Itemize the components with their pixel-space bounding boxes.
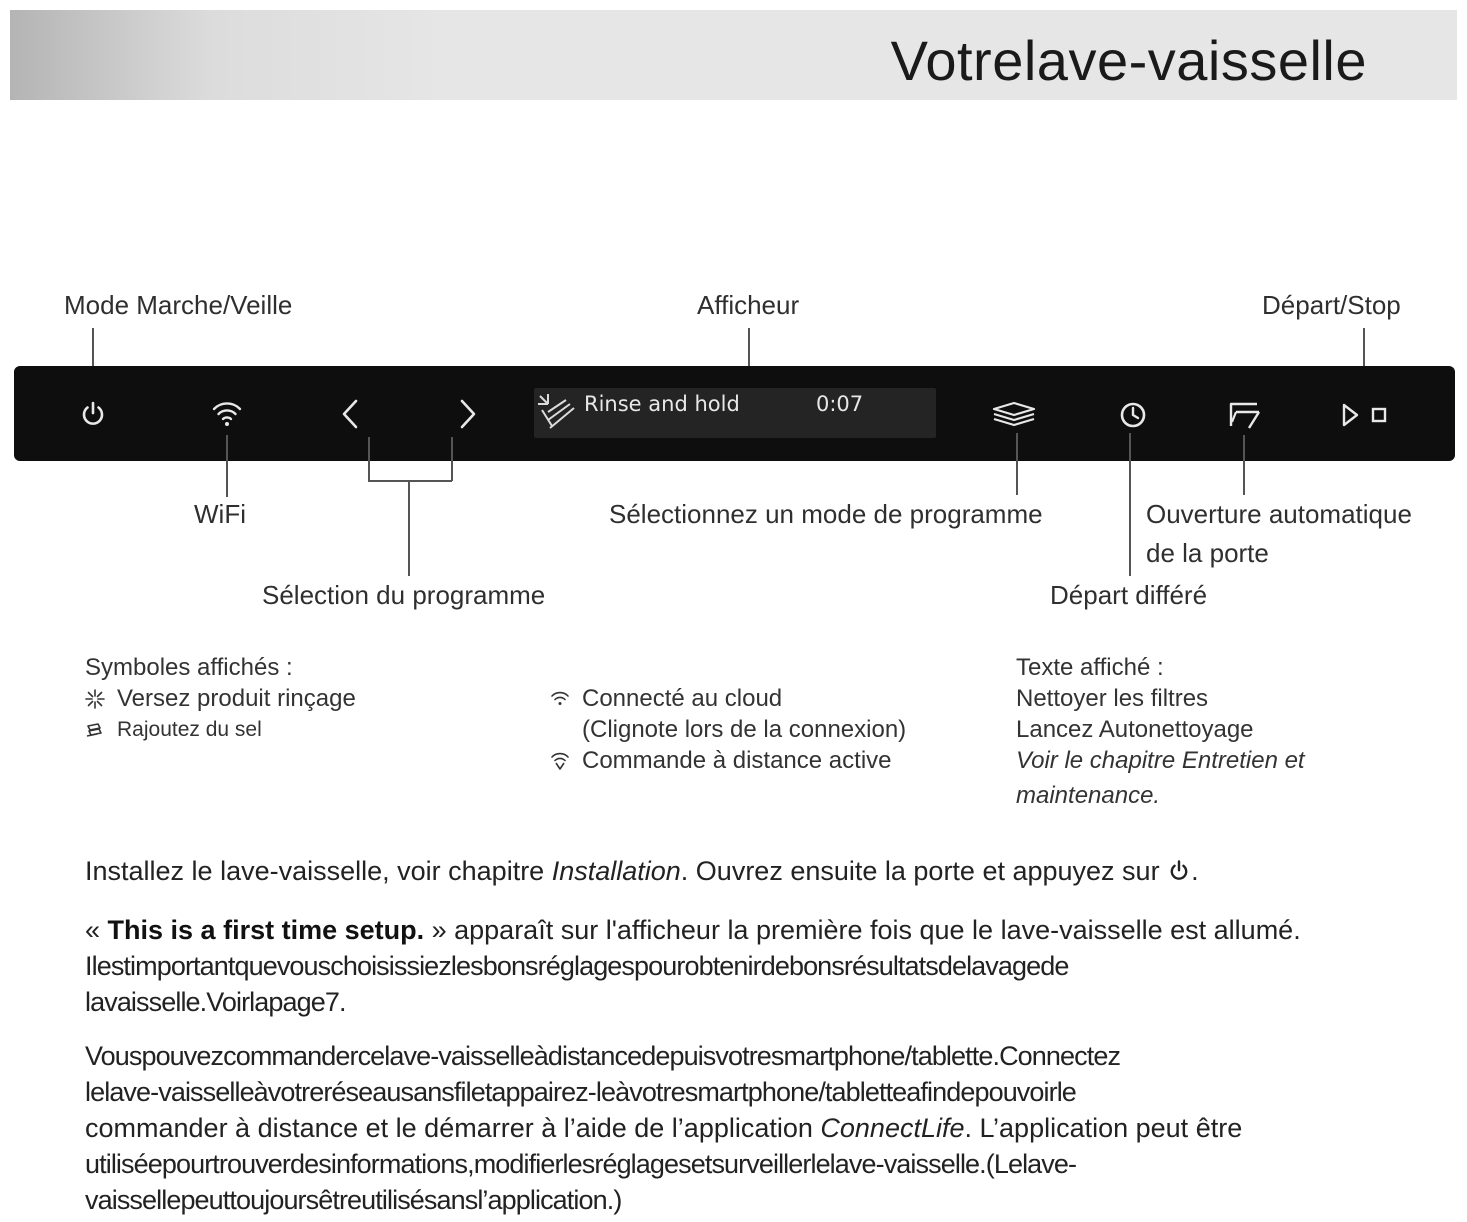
legend-symbols [85,652,356,745]
legend-see-chapter-1: Voir le chapitre Entretien et [1016,747,1305,774]
program-prev-button[interactable] [338,397,362,431]
label-display: Afficheur [697,290,800,320]
legend-rinse-aid: Versez produit rinçage [85,683,356,714]
leader-program-mode [1016,433,1018,495]
inline-power-icon [1167,856,1191,892]
salt-icon [85,720,111,740]
power-button[interactable] [78,399,108,429]
program-next-button[interactable] [456,397,480,431]
power-icon [78,399,108,429]
legend-text [1016,652,1305,811]
leader-delay [1129,433,1131,576]
display-time: 0:07 [816,392,864,416]
paragraph-connectlife: Vouspouvezcommandercelave-vaisselleàdistancedepuisvotresmartphone/tablette.Connectez lelave-vaisselleàvotreréseausansfiletappairez-leàvotresmartphone/tabletteafindepouvoirle commander à distance et le démarrer à l’aide de l’application ConnectLife. L’application peut être utiliséepourtrouverdesinformations,modifierlesréglagesetsurveillerlelave-vaisselle.(Lelave- vaissellepeuttoujoursêtreutilisésansl’application.) [85,1041,1243,1215]
leader-wifi [226,435,228,497]
page-title: Votrelave-vaisselle [890,29,1367,92]
legend-remote: Commande à distance active [550,745,906,776]
leader-prev [368,437,370,481]
label-program-selection: Sélection du programme [262,580,546,610]
wifi-icon [211,398,243,428]
display-program-label: Rinse and hold [584,392,740,416]
legend-cloud-blink: (Clignote lors de la connexion) [582,716,907,743]
play-stop-icon [1340,402,1392,428]
delay-start-button[interactable] [1118,400,1148,430]
program-mode-button[interactable] [990,401,1038,427]
legend-salt: Rajoutez du sel [85,714,356,745]
rinse-aid-icon [85,689,111,709]
start-stop-button[interactable] [1340,402,1392,428]
legend-self-clean: Lancez Autonettoyage [1016,716,1254,743]
leader-auto-door [1243,435,1245,495]
legend-cloud: Connecté au cloud [550,683,906,714]
remote-control-icon [550,751,576,771]
layers-icon [990,401,1038,427]
auto-door-button[interactable] [1227,400,1263,430]
label-power: Mode Marche/Veille [64,290,293,320]
label-program-mode: Sélectionnez un mode de programme [609,499,1043,529]
wifi-button[interactable] [211,398,243,428]
cloud-wifi-icon [550,691,576,707]
leader-program-bracket [368,480,452,482]
legend-clean-filters: Nettoyer les filtres [1016,685,1209,712]
rinse-spray-icon [536,392,578,441]
clock-icon [1118,400,1148,430]
chevron-left-icon [338,397,362,431]
label-start-stop: Départ/Stop [1262,290,1401,320]
chevron-right-icon [456,397,480,431]
legend-connectivity [550,683,906,776]
leader-program-selection [408,480,410,576]
legend-symbols-title: Symboles affichés : [85,654,293,681]
legend-see-chapter-2: maintenance. [1016,782,1161,809]
label-delayed-start: Départ différé [1050,580,1208,610]
leader-next [451,437,453,481]
label-wifi: WiFi [194,499,246,529]
legend-text-title: Texte affiché : [1016,654,1164,681]
label-auto-door-1: Ouverture automatique [1146,499,1412,529]
paragraph-first-setup: « This is a first time setup. » apparaît sur l'afficheur la première fois que le lave-vaisselle est allumé. Ilestimportantquevouschoisissiezlesbonsréglagespourobtenirdebonsrésultatsdelavagede lavaisselle.Voirlapage7. [85,915,1301,1017]
label-auto-door-2: de la porte [1146,538,1269,568]
door-open-icon [1227,400,1263,430]
paragraph-install: Installez le lave-vaisselle, voir chapitre Installation. Ouvrez ensuite la porte et appuyez sur . [85,853,1199,892]
